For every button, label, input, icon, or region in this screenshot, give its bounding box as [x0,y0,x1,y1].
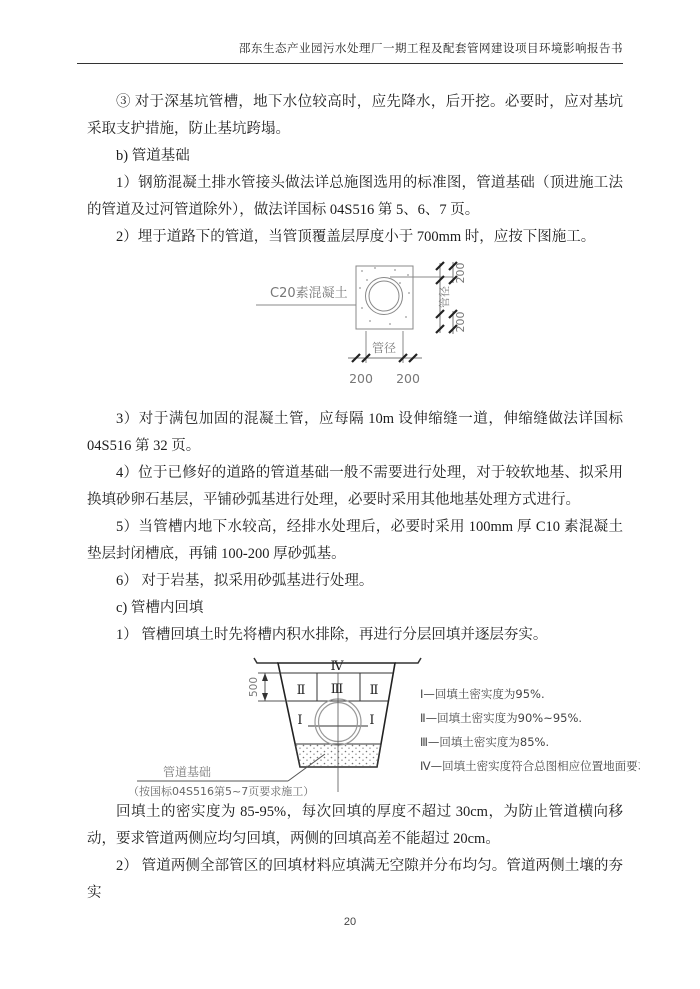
header-title: 邵东生态产业园污水处理厂一期工程及配套管网建设项目环境影响报告书 [239,43,623,55]
pipe-inner-circle [369,281,399,311]
foundation-label: 管道基础 [162,765,212,779]
zone-label-row2-left: Ⅰ [297,713,303,728]
para-deep-pit: ③ 对于深基坑管槽，地下水位较高时，应先降水，后开挖。必要时，应对基坑采取支护措施，防止基坑跨塌。 [87,94,623,137]
para-groundwater: 5）当管槽内地下水较高，经排水处理后，必要时采用 100mm 厚 C10 素混凝土垫层封闭槽底，再铺 100-200 厚砂弧基。 [87,519,623,562]
encasement-diagram [250,253,480,408]
page-number: 20 [343,916,357,928]
para-rock-base: 6） 对于岩基，拟采用砂弧基进行处理。 [116,573,374,589]
para-pipe-joint-standard: 1）钢筋混凝土排水管接头做法详总施图选用的标准图，管道基础（顶进施工法的管道及过河管道除外），做法详国标 04S516 第 5、6、7 页。 [87,175,623,218]
bottom-diameter-label: 管径 [371,341,397,355]
dim-500-arrow-top [262,673,268,681]
dim-500-label: 500 [248,676,260,698]
zone-label-top: Ⅳ [330,659,344,674]
para-backfill-drain: 1） 管槽回填土时先将槽内积水排除，再进行分层回填并逐层夯实。 [116,627,548,643]
bottom-dim-200-left: 200 [349,371,373,386]
heading-c-backfill: c) 管槽内回填 [116,600,204,616]
legend-line-2: Ⅱ—回填土密实度为90%~95%. [420,711,583,725]
ground-line-right [395,658,421,663]
para-existing-road: 4）位于已修好的道路的管道基础一般不需要进行处理，对于较软地基、拟采用换填砂卵石基层，平铺砂弧基进行处理，必要时采用其他地基处理方式进行。 [87,465,623,508]
bottom-dim-200-right: 200 [396,371,420,386]
para-backfill-material: 2） 管道两侧全部管区的回填材料应填满无空隙并分布均匀。管道两侧土壤的夯实 [87,858,623,901]
para-under-road: 2）埋于道路下的管道，当管顶覆盖层厚度小于 700mm 时，应按下图施工。 [116,229,596,245]
dim-500-arrow-bottom [262,693,268,701]
figure-concrete-encasement [87,251,623,406]
zone-label-row1-right: Ⅱ [369,683,379,698]
side-dim-200-top: 200 [454,262,467,284]
legend-line-3: Ⅲ—回填土密实度为85%. [420,735,550,749]
pipe-outer-circle [366,278,403,315]
para-expansion-joint: 3）对于满包加固的混凝土管，应每隔 10m 设伸缩缝一道，伸缩缝做法详国标 04S516 第 32 页。 [87,411,623,454]
legend-line-4: Ⅳ—回填土密实度符合总图相应位置地面要求 [420,759,640,773]
trench-diagram [120,654,640,804]
body-text [87,89,640,907]
material-label: C20素混凝土 [270,286,348,301]
foundation-note: （按国标04S516第5~7页要求施工） [128,785,315,798]
heading-b-pipe-foundation: b) 管道基础 [116,148,190,164]
page-footer [0,916,700,928]
side-dim-200-bottom: 200 [454,311,467,333]
zone-label-row2-right: Ⅰ [369,713,375,728]
zone-label-row1-center: Ⅲ [330,682,344,697]
legend-line-1: Ⅰ—回填土密实度为95%. [420,687,545,701]
zone-label-row1-left: Ⅱ [296,683,306,698]
side-dim-diameter: 管径 [438,286,451,308]
ground-line-left [254,658,278,663]
page-header [77,40,623,64]
figure-trench-backfill [87,649,640,799]
para-backfill-density: 回填土的密实度为 85-95%，每次回填的厚度不超过 30cm，为防止管道横向移动，要求管道两侧应均匀回填，两侧的回填高差不能超过 20cm。 [87,804,623,847]
concrete-block [356,266,413,329]
